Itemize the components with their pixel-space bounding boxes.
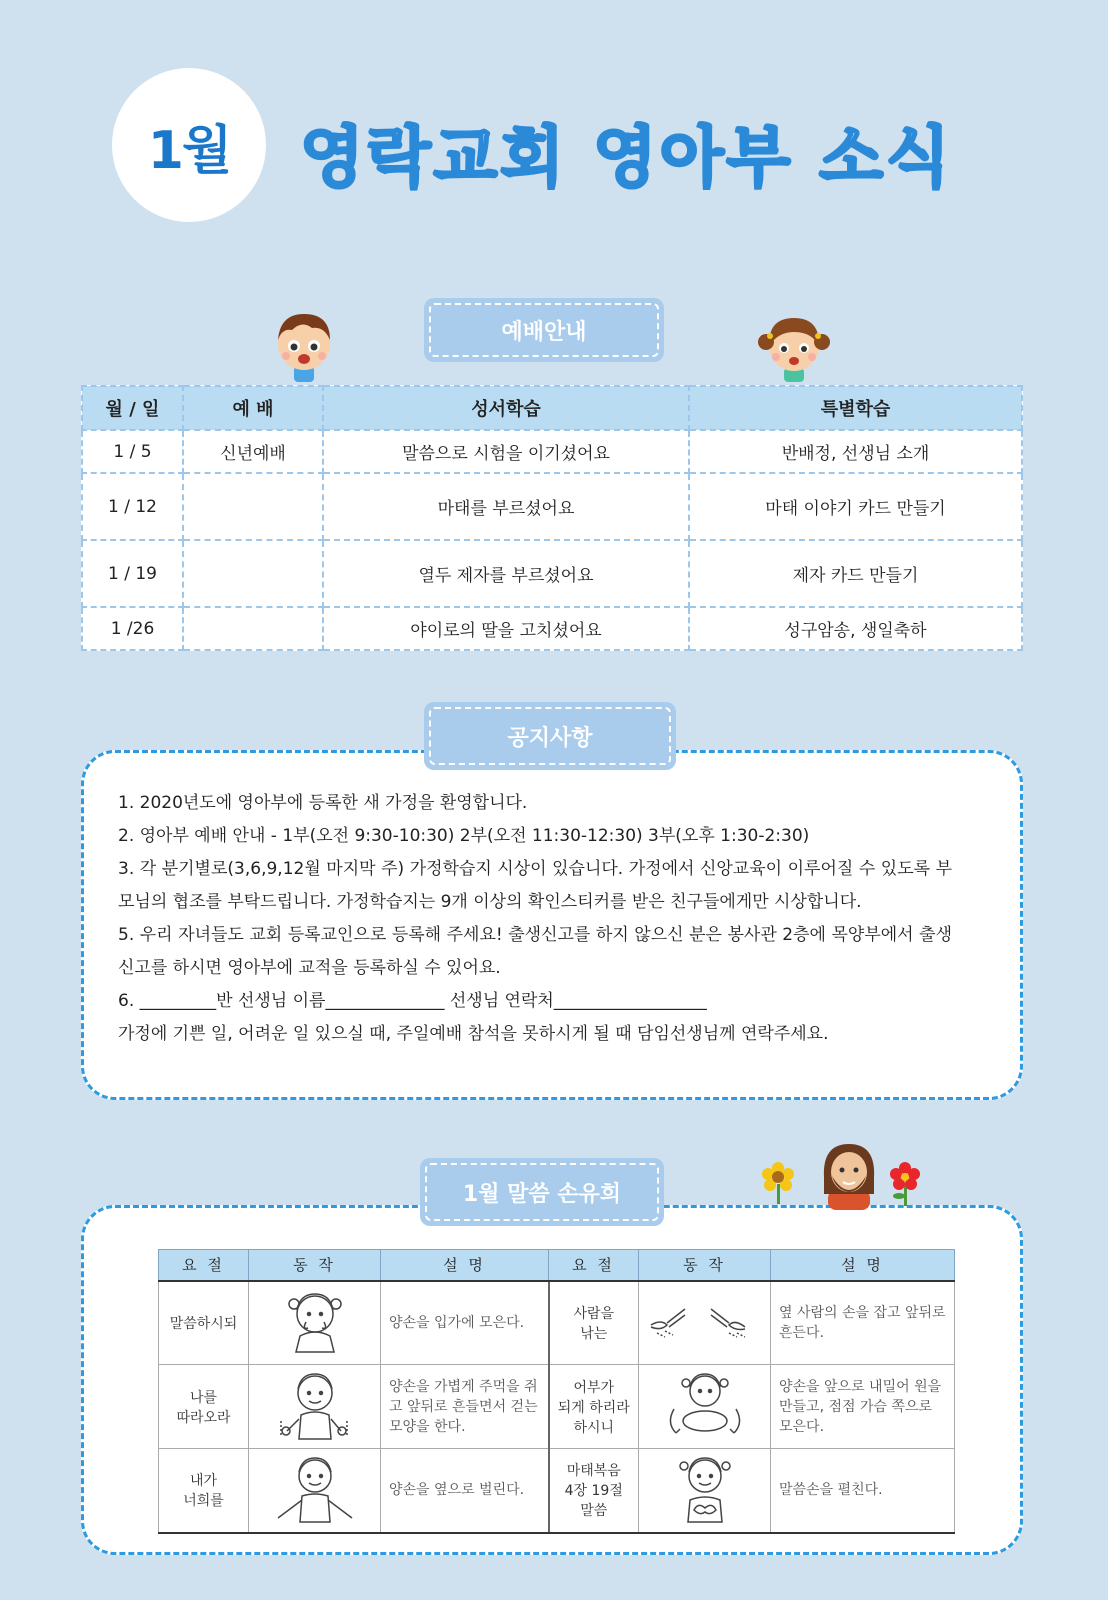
boy-character-icon (272, 306, 336, 382)
child-arms-open-icon (270, 1452, 360, 1524)
girl-character-icon (756, 306, 832, 382)
table-row (82, 430, 1022, 473)
worship-label-text: 예배안내 (501, 319, 587, 345)
notice-line: 1. 2020년도에 영아부에 등록한 새 가정을 환영합니다. (118, 793, 528, 813)
date-cell: 1 /26 (82, 607, 183, 650)
notice-section-label (424, 702, 676, 770)
verse-cell: 사람을 낚는 (549, 1281, 639, 1365)
table-row (82, 540, 1022, 607)
gesture-section-label (420, 1158, 664, 1226)
red-flower-icon (890, 1162, 920, 1208)
gesture-image-cell (639, 1281, 771, 1365)
gesture-image-cell (639, 1449, 771, 1533)
notice-content (118, 787, 952, 1051)
bible-cell: 마태를 부르셨어요 (323, 473, 689, 540)
date-cell: 1 / 5 (82, 430, 183, 473)
column-header-action: 동 작 (249, 1250, 381, 1281)
verse-cell: 나를 따라오라 (159, 1365, 249, 1449)
notice-line: 6. _________반 선생님 이름______________ 선생님 연락처__________________ (118, 991, 707, 1011)
page-title: 영락교회 영아부 소식 (300, 119, 953, 196)
special-cell: 반배정, 선생님 소개 (689, 430, 1022, 473)
child-open-hands-icon (670, 1452, 740, 1524)
gesture-image-cell (249, 1365, 381, 1449)
gesture-image-cell (639, 1365, 771, 1449)
date-cell: 1 / 12 (82, 473, 183, 540)
verse-cell: 말씀하시되 (159, 1281, 249, 1365)
gesture-image-cell (249, 1281, 381, 1365)
description-cell: 양손을 가볍게 주먹을 쥐고 앞뒤로 흔들면서 걷는 모양을 한다. (381, 1365, 549, 1449)
worship-section-label (424, 298, 664, 362)
sunflower-icon (760, 1160, 796, 1206)
service-cell (183, 540, 323, 607)
worship-schedule-table (81, 385, 1023, 651)
child-circle-arms-icon (660, 1369, 750, 1441)
description-cell: 양손을 앞으로 내밀어 원을 만들고, 점점 가슴 쪽으로 모은다. (771, 1365, 955, 1449)
date-cell: 1 / 19 (82, 540, 183, 607)
column-header-date: 월 / 일 (82, 386, 183, 430)
verse-cell: 마태복음 4장 19절 말씀 (549, 1449, 639, 1533)
service-cell: 신년예배 (183, 430, 323, 473)
notice-label-text: 공지사항 (507, 725, 593, 751)
table-row (82, 607, 1022, 650)
child-hands-to-mouth-icon (280, 1288, 350, 1354)
column-header-bible-study: 성서학습 (323, 386, 689, 430)
holding-hands-icon (645, 1301, 765, 1341)
gesture-label-text: 1월 말씀 손유희 (462, 1181, 622, 1207)
notice-line: 2. 영아부 예배 안내 - 1부(오전 9:30-10:30) 2부(오전 11:30-12:30) 3부(오후 1:30-2:30) (118, 826, 810, 846)
special-cell: 마태 이야기 카드 만들기 (689, 473, 1022, 540)
column-header-description: 설 명 (381, 1250, 549, 1281)
gesture-table (158, 1249, 955, 1534)
table-row (159, 1365, 955, 1449)
column-header-service: 예 배 (183, 386, 323, 430)
table-row (159, 1449, 955, 1533)
column-header-action: 동 작 (639, 1250, 771, 1281)
table-row (159, 1281, 955, 1365)
bible-cell: 야이로의 딸을 고치셨어요 (323, 607, 689, 650)
notice-line: 가정에 기쁜 일, 어려운 일 있으실 때, 주일예배 참석을 못하시게 될 때 담임선생님께 연락주세요. (118, 1024, 829, 1044)
special-cell: 성구암송, 생일축하 (689, 607, 1022, 650)
service-cell (183, 607, 323, 650)
table-row (82, 473, 1022, 540)
description-cell: 옆 사람의 손을 잡고 앞뒤로 흔든다. (771, 1281, 955, 1365)
column-header-special-study: 특별학습 (689, 386, 1022, 430)
jesus-character-icon (818, 1138, 880, 1210)
notice-line: 5. 우리 자녀들도 교회 등록교인으로 등록해 주세요! 출생신고를 하지 않으신 분은 봉사관 2층에 목양부에서 출생신고를 하시면 영아부에 교적을 등록하실 수 있어요. (118, 925, 952, 978)
gesture-image-cell (249, 1449, 381, 1533)
verse-cell: 내가 너희를 (159, 1449, 249, 1533)
service-cell (183, 473, 323, 540)
bible-cell: 말씀으로 시험을 이기셨어요 (323, 430, 689, 473)
month-label: 1월 (147, 120, 231, 181)
column-header-description: 설 명 (771, 1250, 955, 1281)
column-header-verse: 요 절 (159, 1250, 249, 1281)
column-header-verse: 요 절 (549, 1250, 639, 1281)
description-cell: 양손을 입가에 모은다. (381, 1281, 549, 1365)
verse-cell: 어부가 되게 하리라 하시니 (549, 1365, 639, 1449)
special-cell: 제자 카드 만들기 (689, 540, 1022, 607)
month-badge (112, 68, 266, 222)
description-cell: 말씀손을 펼친다. (771, 1449, 955, 1533)
bible-cell: 열두 제자를 부르셨어요 (323, 540, 689, 607)
notice-line: 3. 각 분기별로(3,6,9,12월 마지막 주) 가정학습지 시상이 있습니다. 가정에서 신앙교육이 이루어질 수 있도록 부모님의 협조를 부탁드립니다. 가정학습지는 9개 이상의 확인스티커를 받은 친구들에게만 시상합니다. (118, 859, 952, 912)
child-walking-fists-icon (277, 1369, 353, 1441)
description-cell: 양손을 옆으로 벌린다. (381, 1449, 549, 1533)
